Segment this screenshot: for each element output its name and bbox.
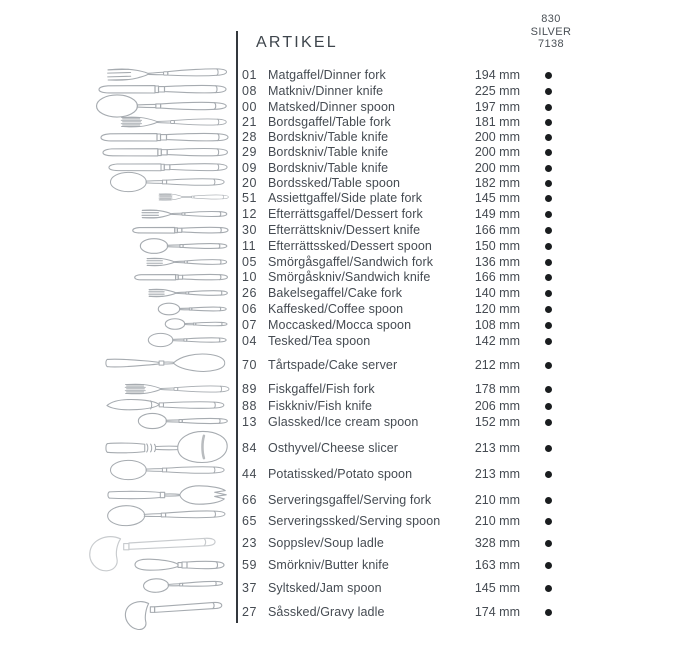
article-length: 166 mm bbox=[474, 270, 520, 284]
article-number: 84 bbox=[242, 441, 258, 455]
availability-dot bbox=[545, 259, 552, 266]
article-number: 37 bbox=[242, 581, 258, 595]
article-name: Syltsked/Jam spoon bbox=[268, 581, 382, 595]
availability-dot bbox=[545, 497, 552, 504]
availability-dot bbox=[545, 540, 552, 547]
table-row bbox=[0, 83, 682, 99]
availability-dot bbox=[545, 274, 552, 281]
article-name: Fiskkniv/Fish knife bbox=[268, 399, 373, 413]
article-number: 06 bbox=[242, 302, 258, 316]
availability-dot bbox=[545, 119, 552, 126]
table-row bbox=[0, 238, 682, 254]
availability-dot bbox=[545, 585, 552, 592]
availability-dot bbox=[545, 338, 552, 345]
table-row bbox=[0, 466, 682, 482]
table-row bbox=[0, 357, 682, 373]
article-number: 20 bbox=[242, 176, 258, 190]
table-row bbox=[0, 535, 682, 551]
availability-dot bbox=[545, 362, 552, 369]
article-name: Glassked/Ice cream spoon bbox=[268, 415, 419, 429]
article-name: Såssked/Gravy ladle bbox=[268, 605, 385, 619]
table-row bbox=[0, 604, 682, 620]
availability-dot bbox=[545, 562, 552, 569]
table-row bbox=[0, 580, 682, 596]
series-line-silver: SILVER bbox=[530, 25, 572, 38]
article-name: Bordsgaffel/Table fork bbox=[268, 115, 391, 129]
article-length: 120 mm bbox=[474, 302, 520, 316]
artikel-heading: ARTIKEL bbox=[256, 34, 338, 51]
article-name: Bordskniv/Table knife bbox=[268, 145, 389, 159]
article-number: 00 bbox=[242, 100, 258, 114]
availability-dot bbox=[545, 104, 552, 111]
article-name: Efterrättskniv/Dessert knife bbox=[268, 223, 421, 237]
article-name: Serveringsgaffel/Serving fork bbox=[268, 493, 432, 507]
article-length: 200 mm bbox=[474, 161, 520, 175]
article-number: 89 bbox=[242, 382, 258, 396]
availability-dot bbox=[545, 445, 552, 452]
table-row bbox=[0, 67, 682, 83]
article-length: 200 mm bbox=[474, 145, 520, 159]
article-length: 150 mm bbox=[474, 239, 520, 253]
article-length: 163 mm bbox=[474, 558, 520, 572]
article-number: 26 bbox=[242, 286, 258, 300]
table-row bbox=[0, 144, 682, 160]
article-length: 149 mm bbox=[474, 207, 520, 221]
article-name: Efterrättsgaffel/Dessert fork bbox=[268, 207, 423, 221]
article-length: 108 mm bbox=[474, 318, 520, 332]
article-name: Soppslev/Soup ladle bbox=[268, 536, 384, 550]
availability-dot bbox=[545, 471, 552, 478]
article-length: 178 mm bbox=[474, 382, 520, 396]
availability-dot bbox=[545, 149, 552, 156]
article-number: 07 bbox=[242, 318, 258, 332]
article-length: 213 mm bbox=[474, 441, 520, 455]
table-row bbox=[0, 381, 682, 397]
availability-dot bbox=[545, 322, 552, 329]
series-line-830: 830 bbox=[541, 13, 561, 25]
availability-dot bbox=[545, 195, 552, 202]
table-row bbox=[0, 317, 682, 333]
article-length: 152 mm bbox=[474, 415, 520, 429]
article-length: 140 mm bbox=[474, 286, 520, 300]
article-length: 212 mm bbox=[474, 358, 520, 372]
article-name: Matkniv/Dinner knife bbox=[268, 84, 384, 98]
article-number: 10 bbox=[242, 270, 258, 284]
availability-dot bbox=[545, 165, 552, 172]
article-name: Matgaffel/Dinner fork bbox=[268, 68, 386, 82]
article-number: 08 bbox=[242, 84, 258, 98]
article-length: 194 mm bbox=[474, 68, 520, 82]
article-length: 206 mm bbox=[474, 399, 520, 413]
table-row bbox=[0, 206, 682, 222]
article-name: Efterrättssked/Dessert spoon bbox=[268, 239, 432, 253]
availability-dot bbox=[545, 72, 552, 79]
table-row bbox=[0, 160, 682, 176]
article-name: Bordskniv/Table knife bbox=[268, 161, 389, 175]
article-name: Bordssked/Table spoon bbox=[268, 176, 401, 190]
article-length: 210 mm bbox=[474, 514, 520, 528]
article-name: Smörgåsgaffel/Sandwich fork bbox=[268, 255, 434, 269]
article-number: 09 bbox=[242, 161, 258, 175]
article-name: Fiskgaffel/Fish fork bbox=[268, 382, 375, 396]
article-number: 28 bbox=[242, 130, 258, 144]
series-heading bbox=[516, 13, 586, 51]
table-row bbox=[0, 557, 682, 573]
article-name: Smörkniv/Butter knife bbox=[268, 558, 389, 572]
table-row bbox=[0, 190, 682, 206]
article-number: 11 bbox=[242, 239, 257, 253]
table-row bbox=[0, 114, 682, 130]
series-line-7138: 7138 bbox=[537, 38, 565, 50]
article-length: 200 mm bbox=[474, 130, 520, 144]
article-length: 181 mm bbox=[474, 115, 520, 129]
article-number: 30 bbox=[242, 223, 258, 237]
table-row bbox=[0, 398, 682, 414]
article-length: 174 mm bbox=[474, 605, 520, 619]
article-number: 44 bbox=[242, 467, 258, 481]
article-number: 01 bbox=[242, 68, 258, 82]
article-name: Serveringssked/Serving spoon bbox=[268, 514, 441, 528]
article-length: 182 mm bbox=[474, 176, 520, 190]
article-length: 225 mm bbox=[474, 84, 520, 98]
table-row bbox=[0, 285, 682, 301]
article-number: 70 bbox=[242, 358, 258, 372]
article-length: 166 mm bbox=[474, 223, 520, 237]
availability-dot bbox=[545, 290, 552, 297]
article-name: Moccasked/Mocca spoon bbox=[268, 318, 412, 332]
availability-dot bbox=[545, 211, 552, 218]
availability-dot bbox=[545, 518, 552, 525]
article-number: 05 bbox=[242, 255, 258, 269]
article-length: 145 mm bbox=[474, 191, 520, 205]
article-number: 65 bbox=[242, 514, 258, 528]
availability-dot bbox=[545, 403, 552, 410]
table-row bbox=[0, 440, 682, 456]
availability-dot bbox=[545, 227, 552, 234]
article-number: 23 bbox=[242, 536, 258, 550]
article-number: 12 bbox=[242, 207, 258, 221]
article-length: 197 mm bbox=[474, 100, 520, 114]
availability-dot bbox=[545, 419, 552, 426]
table-row bbox=[0, 513, 682, 529]
article-length: 210 mm bbox=[474, 493, 520, 507]
article-name: Matsked/Dinner spoon bbox=[268, 100, 396, 114]
article-name: Smörgåskniv/Sandwich knife bbox=[268, 270, 431, 284]
availability-dot bbox=[545, 386, 552, 393]
article-length: 142 mm bbox=[474, 334, 520, 348]
article-number: 21 bbox=[242, 115, 258, 129]
article-length: 136 mm bbox=[474, 255, 520, 269]
table-row bbox=[0, 254, 682, 270]
article-number: 29 bbox=[242, 145, 258, 159]
table-row bbox=[0, 333, 682, 349]
table-row bbox=[0, 269, 682, 285]
availability-dot bbox=[545, 306, 552, 313]
table-row bbox=[0, 222, 682, 238]
article-name: Osthyvel/Cheese slicer bbox=[268, 441, 399, 455]
article-number: 13 bbox=[242, 415, 258, 429]
article-name: Potatissked/Potato spoon bbox=[268, 467, 413, 481]
article-length: 145 mm bbox=[474, 581, 520, 595]
article-length: 328 mm bbox=[474, 536, 520, 550]
article-number: 59 bbox=[242, 558, 258, 572]
table-row bbox=[0, 175, 682, 191]
article-number: 04 bbox=[242, 334, 258, 348]
availability-dot bbox=[545, 88, 552, 95]
article-number: 88 bbox=[242, 399, 258, 413]
table-row bbox=[0, 301, 682, 317]
availability-dot bbox=[545, 180, 552, 187]
article-number: 66 bbox=[242, 493, 258, 507]
article-name: Bordskniv/Table knife bbox=[268, 130, 389, 144]
table-row bbox=[0, 492, 682, 508]
article-name: Bakelsegaffel/Cake fork bbox=[268, 286, 403, 300]
availability-dot bbox=[545, 134, 552, 141]
table-row bbox=[0, 99, 682, 115]
article-name: Kaffesked/Coffee spoon bbox=[268, 302, 404, 316]
table-row bbox=[0, 129, 682, 145]
article-name: Assiettgaffel/Side plate fork bbox=[268, 191, 423, 205]
article-name: Tesked/Tea spoon bbox=[268, 334, 371, 348]
article-number: 27 bbox=[242, 605, 258, 619]
article-length: 213 mm bbox=[474, 467, 520, 481]
availability-dot bbox=[545, 609, 552, 616]
article-name: Tårtspade/Cake server bbox=[268, 358, 398, 372]
article-number: 51 bbox=[242, 191, 258, 205]
availability-dot bbox=[545, 243, 552, 250]
table-row bbox=[0, 414, 682, 430]
